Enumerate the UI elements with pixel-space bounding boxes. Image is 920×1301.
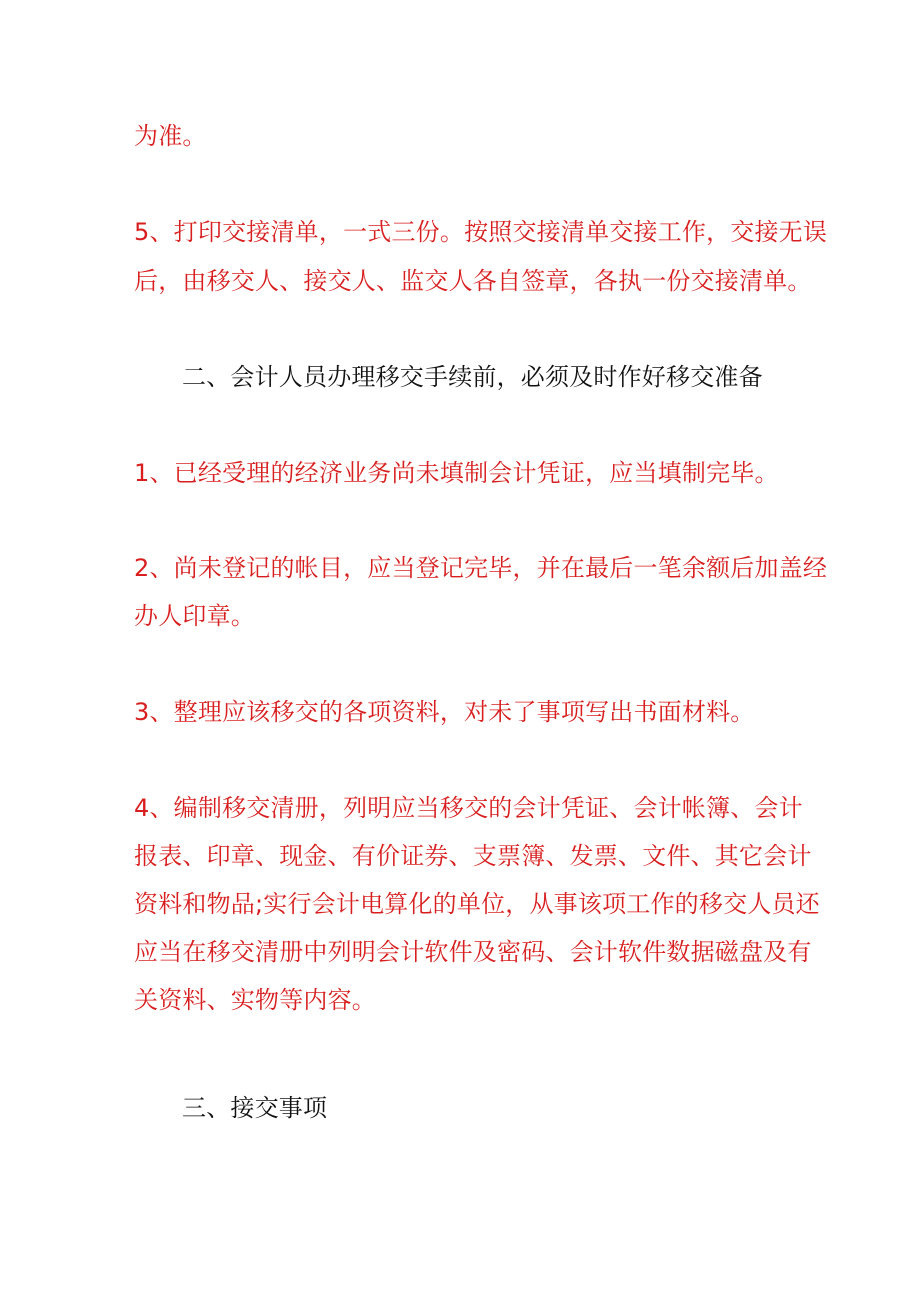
text-line: 后，由移交人、接交人、监交人各自签章，各执一份交接清单。 bbox=[134, 267, 812, 295]
text-line: 4、编制移交清册，列明应当移交的会计凭证、会计帐簿、会计 bbox=[134, 794, 803, 822]
text-line: 办人印章。 bbox=[134, 602, 255, 630]
text-line: 为准。 bbox=[134, 122, 207, 150]
text-line: 应当在移交清册中列明会计软件及密码、会计软件数据磁盘及有 bbox=[134, 938, 812, 966]
section-heading: 三、接交事项 bbox=[182, 1094, 328, 1122]
text-line: 1、已经受理的经济业务尚未填制会计凭证，应当填制完毕。 bbox=[134, 459, 779, 487]
text-line: 资料和物品;实行会计电算化的单位，从事该项工作的移交人员还 bbox=[134, 890, 820, 918]
text-line: 报表、印章、现金、有价证券、支票簿、发票、文件、其它会计 bbox=[134, 842, 812, 870]
text-line: 5、打印交接清单，一式三份。按照交接清单交接工作，交接无误 bbox=[134, 218, 828, 246]
section-heading: 二、会计人员办理移交手续前，必须及时作好移交准备 bbox=[182, 363, 763, 391]
text-line: 3、整理应该移交的各项资料，对未了事项写出书面材料。 bbox=[134, 698, 755, 726]
text-line: 关资料、实物等内容。 bbox=[134, 986, 376, 1014]
text-line: 2、尚未登记的帐目，应当登记完毕，并在最后一笔余额后加盖经 bbox=[134, 554, 828, 582]
